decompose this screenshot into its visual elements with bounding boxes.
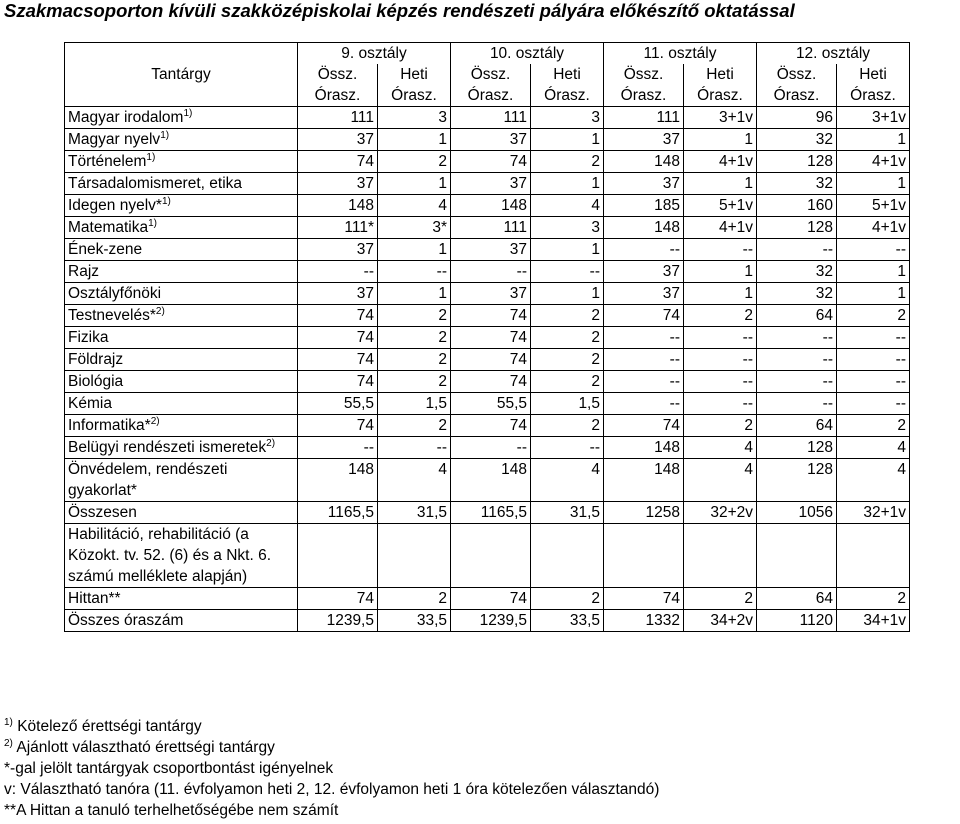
table-row	[65, 415, 910, 437]
table-row	[65, 173, 910, 195]
hours-cell: 37	[451, 239, 531, 261]
hours-cell: 128	[757, 217, 837, 239]
subject-label: Hittan**	[68, 590, 121, 607]
footnote-marker: 1)	[4, 716, 13, 728]
column-header-type: Össz.	[298, 64, 378, 85]
hours-cell: 128	[757, 437, 837, 459]
hours-cell	[684, 524, 757, 588]
subject-name	[65, 459, 298, 502]
hours-cell: 4+1v	[837, 217, 910, 239]
hours-cell: --	[837, 349, 910, 371]
footnote-marker: 2)	[4, 737, 13, 749]
hours-cell: 1	[531, 283, 604, 305]
hours-cell: 2	[378, 371, 451, 393]
hours-cell: 4	[837, 459, 910, 502]
table-row	[65, 502, 910, 524]
table-row	[65, 610, 910, 632]
hours-cell: 1	[378, 283, 451, 305]
hours-cell: 34+1v	[837, 610, 910, 632]
hours-cell: 74	[298, 349, 378, 371]
subject-label: Informatika*	[68, 417, 151, 434]
subject-name	[65, 371, 298, 393]
subject-name	[65, 502, 298, 524]
hours-cell: 1	[837, 261, 910, 283]
hours-cell: 1	[378, 173, 451, 195]
footnote-marker: 1)	[160, 129, 170, 141]
hours-cell: 74	[604, 415, 684, 437]
subject-label: Idegen nyelv*	[68, 197, 162, 214]
subject-label: Magyar irodalom	[68, 109, 184, 126]
hours-cell: 37	[604, 173, 684, 195]
footnote-marker: 1)	[146, 151, 156, 163]
hours-cell: 37	[298, 283, 378, 305]
hours-cell: 4	[378, 459, 451, 502]
hours-cell: 2	[531, 151, 604, 173]
hours-cell: 1	[531, 239, 604, 261]
subject-name	[65, 524, 298, 588]
footnote-marker: 2)	[155, 305, 165, 317]
hours-cell: 185	[604, 195, 684, 217]
hours-cell	[757, 524, 837, 588]
hours-cell: 1239,5	[298, 610, 378, 632]
hours-cell: 1,5	[531, 393, 604, 415]
hours-cell: 4	[684, 437, 757, 459]
column-header-type: Heti	[378, 64, 451, 85]
hours-cell: 32	[757, 261, 837, 283]
hours-cell: 37	[604, 261, 684, 283]
subject-name	[65, 588, 298, 610]
column-header-type: Heti	[684, 64, 757, 85]
hours-cell: 4	[531, 459, 604, 502]
subject-name	[65, 239, 298, 261]
hours-cell: 111*	[298, 217, 378, 239]
hours-cell: --	[684, 349, 757, 371]
hours-cell: 1	[837, 173, 910, 195]
hours-cell: --	[837, 393, 910, 415]
hours-cell: 148	[451, 459, 531, 502]
subject-label: Összesen	[68, 504, 137, 521]
hours-cell: 2	[378, 151, 451, 173]
hours-cell: 33,5	[531, 610, 604, 632]
hours-cell: 32	[757, 173, 837, 195]
hours-cell: 5+1v	[684, 195, 757, 217]
subject-label: Földrajz	[68, 351, 124, 368]
hours-cell: 55,5	[451, 393, 531, 415]
hours-cell: 74	[451, 151, 531, 173]
hours-cell: 2	[684, 588, 757, 610]
hours-cell	[837, 524, 910, 588]
hours-cell: 74	[451, 588, 531, 610]
page-title: Szakmacsoporton kívüli szakközépiskolai képzés rendészeti pályára előkészítő oktatással	[4, 0, 795, 21]
hours-cell: 32	[757, 283, 837, 305]
footnote-marker: 2)	[150, 415, 160, 427]
hours-cell: 32	[757, 129, 837, 151]
hours-cell: --	[837, 327, 910, 349]
hours-cell: 2	[531, 415, 604, 437]
footnote-text: *-gal jelölt tantárgyak csoportbontást igényelnek	[4, 760, 334, 777]
table-row	[65, 107, 910, 129]
table-row	[65, 437, 910, 459]
hours-cell: 33,5	[378, 610, 451, 632]
footnotes	[4, 716, 659, 821]
subject-name	[65, 327, 298, 349]
subject-header: Tantárgy	[65, 43, 298, 107]
hours-cell: --	[451, 261, 531, 283]
table-row	[65, 588, 910, 610]
curriculum-table	[64, 42, 910, 632]
hours-cell: --	[604, 393, 684, 415]
hours-cell: --	[684, 371, 757, 393]
footnote-text: Kötelező érettségi tantárgy	[12, 718, 202, 735]
hours-cell: 55,5	[298, 393, 378, 415]
column-header-type: Heti	[531, 64, 604, 85]
hours-cell: 2	[378, 327, 451, 349]
hours-cell: 4+1v	[837, 151, 910, 173]
column-header-type: Össz.	[604, 64, 684, 85]
hours-cell: 37	[298, 173, 378, 195]
hours-cell: --	[757, 349, 837, 371]
hours-cell: 37	[604, 129, 684, 151]
hours-cell: 4	[378, 195, 451, 217]
hours-cell: 1258	[604, 502, 684, 524]
table-row	[65, 524, 910, 588]
hours-cell: 74	[451, 349, 531, 371]
hours-cell: 3+1v	[684, 107, 757, 129]
table-row	[65, 129, 910, 151]
hours-cell: 74	[451, 327, 531, 349]
hours-cell: 3*	[378, 217, 451, 239]
subject-name	[65, 151, 298, 173]
subject-name	[65, 283, 298, 305]
table-row	[65, 327, 910, 349]
hours-cell: 2	[531, 305, 604, 327]
hours-cell: 37	[604, 283, 684, 305]
hours-cell: 2	[378, 349, 451, 371]
hours-cell: 160	[757, 195, 837, 217]
hours-cell: 148	[604, 217, 684, 239]
subject-label: Ének-zene	[68, 241, 143, 258]
column-header-unit: Órasz.	[451, 85, 531, 107]
subject-label: Történelem	[68, 153, 147, 170]
hours-cell: 148	[298, 195, 378, 217]
subject-label: Összes óraszám	[68, 612, 184, 629]
hours-cell: 2	[531, 588, 604, 610]
hours-cell: 1165,5	[451, 502, 531, 524]
hours-cell: --	[604, 371, 684, 393]
hours-cell: 4	[684, 459, 757, 502]
hours-cell: 96	[757, 107, 837, 129]
hours-cell: 31,5	[531, 502, 604, 524]
column-header-type: Heti	[837, 64, 910, 85]
column-header-type: Össz.	[757, 64, 837, 85]
hours-cell: 2	[378, 305, 451, 327]
subject-label: Önvédelem, rendészeti gyakorlat*	[68, 461, 228, 499]
footnote-line	[4, 737, 659, 758]
hours-cell: 1	[378, 239, 451, 261]
column-header-unit: Órasz.	[757, 85, 837, 107]
footnote-text: **A Hittan a tanuló terhelhetőségébe nem számít	[4, 802, 339, 819]
hours-cell	[604, 524, 684, 588]
subject-name	[65, 305, 298, 327]
hours-cell: 2	[378, 415, 451, 437]
table-row	[65, 371, 910, 393]
table-row	[65, 283, 910, 305]
subject-label: Magyar nyelv	[68, 131, 161, 148]
hours-cell: --	[604, 349, 684, 371]
table-row	[65, 305, 910, 327]
hours-cell: 4	[531, 195, 604, 217]
hours-cell: 64	[757, 305, 837, 327]
hours-cell: 3	[531, 217, 604, 239]
hours-cell: 1056	[757, 502, 837, 524]
hours-cell	[298, 524, 378, 588]
hours-cell: 1239,5	[451, 610, 531, 632]
subject-label: Testnevelés*	[68, 307, 156, 324]
hours-cell: 148	[604, 459, 684, 502]
subject-label: Biológia	[68, 373, 124, 390]
hours-cell: 128	[757, 459, 837, 502]
hours-cell: 3+1v	[837, 107, 910, 129]
hours-cell: --	[684, 327, 757, 349]
hours-cell: 74	[298, 327, 378, 349]
hours-cell: --	[531, 261, 604, 283]
hours-cell: 1	[684, 173, 757, 195]
footnote-line	[4, 758, 659, 779]
table-row	[65, 217, 910, 239]
hours-cell: 74	[604, 588, 684, 610]
subject-label: Kémia	[68, 395, 112, 412]
footnote-marker: 2)	[266, 437, 276, 449]
hours-cell	[378, 524, 451, 588]
hours-cell: 37	[451, 173, 531, 195]
hours-cell: 37	[451, 129, 531, 151]
hours-cell	[531, 524, 604, 588]
table-row	[65, 261, 910, 283]
grade-header: 11. osztály	[604, 43, 757, 65]
footnote-line	[4, 716, 659, 737]
subject-label: Matematika	[68, 219, 149, 236]
hours-cell: 37	[298, 239, 378, 261]
hours-cell: 1,5	[378, 393, 451, 415]
subject-name	[65, 173, 298, 195]
column-header-type: Össz.	[451, 64, 531, 85]
hours-cell: 4	[837, 437, 910, 459]
hours-cell: 1	[837, 129, 910, 151]
hours-cell: 34+2v	[684, 610, 757, 632]
hours-cell: 1	[531, 173, 604, 195]
hours-cell: 1	[837, 283, 910, 305]
footnote-text: v: Választható tanóra (11. évfolyamon heti 2, 12. évfolyamon heti 1 óra kötelezően választandó)	[4, 781, 660, 798]
hours-cell: 2	[531, 327, 604, 349]
hours-cell: 74	[298, 588, 378, 610]
subject-label: Belügyi rendészeti ismeretek	[68, 439, 267, 456]
column-header-unit: Órasz.	[531, 85, 604, 107]
hours-cell: 2	[837, 588, 910, 610]
subject-name	[65, 129, 298, 151]
hours-cell: --	[757, 327, 837, 349]
column-header-unit: Órasz.	[837, 85, 910, 107]
hours-cell: --	[531, 437, 604, 459]
subject-name	[65, 415, 298, 437]
hours-cell: 2	[684, 305, 757, 327]
hours-cell: 3	[378, 107, 451, 129]
footnote-line	[4, 779, 659, 800]
table-row	[65, 393, 910, 415]
hours-cell: --	[837, 239, 910, 261]
hours-cell: 74	[451, 371, 531, 393]
hours-cell: 37	[451, 283, 531, 305]
hours-cell: 2	[837, 415, 910, 437]
hours-cell: 128	[757, 151, 837, 173]
hours-cell: 64	[757, 588, 837, 610]
hours-cell: --	[684, 239, 757, 261]
hours-cell: 37	[298, 129, 378, 151]
hours-cell: 1	[531, 129, 604, 151]
hours-cell: 64	[757, 415, 837, 437]
hours-cell	[451, 524, 531, 588]
hours-cell: 5+1v	[837, 195, 910, 217]
hours-cell: --	[757, 393, 837, 415]
hours-cell: 74	[298, 415, 378, 437]
hours-cell: --	[451, 437, 531, 459]
hours-cell: --	[837, 371, 910, 393]
hours-cell: 2	[531, 349, 604, 371]
subject-name	[65, 195, 298, 217]
hours-cell: 1165,5	[298, 502, 378, 524]
hours-cell: 1	[684, 129, 757, 151]
hours-cell: --	[378, 437, 451, 459]
hours-cell: --	[684, 393, 757, 415]
subject-label: Fizika	[68, 329, 109, 346]
hours-cell: --	[604, 239, 684, 261]
grade-header: 12. osztály	[757, 43, 910, 65]
hours-cell: --	[757, 239, 837, 261]
column-header-unit: Órasz.	[378, 85, 451, 107]
subject-label: Rajz	[68, 263, 100, 280]
hours-cell: 2	[378, 588, 451, 610]
hours-cell: 74	[298, 305, 378, 327]
hours-cell: 1	[684, 283, 757, 305]
hours-cell: 74	[604, 305, 684, 327]
column-header-unit: Órasz.	[604, 85, 684, 107]
footnote-marker: 1)	[148, 217, 158, 229]
hours-cell: 111	[451, 217, 531, 239]
hours-cell: 4+1v	[684, 151, 757, 173]
hours-cell: 74	[451, 305, 531, 327]
hours-cell: 1332	[604, 610, 684, 632]
footnote-line	[4, 800, 659, 821]
hours-cell: 74	[298, 151, 378, 173]
hours-cell: 111	[604, 107, 684, 129]
subject-name	[65, 261, 298, 283]
subject-name	[65, 393, 298, 415]
grade-header: 10. osztály	[451, 43, 604, 65]
column-header-unit: Órasz.	[298, 85, 378, 107]
hours-cell: 111	[451, 107, 531, 129]
hours-cell: 148	[604, 437, 684, 459]
footnote-marker: 1)	[161, 195, 171, 207]
table-row	[65, 195, 910, 217]
subject-name	[65, 107, 298, 129]
subject-label: Társadalomismeret, etika	[68, 175, 243, 192]
hours-cell: 148	[298, 459, 378, 502]
hours-cell: --	[298, 261, 378, 283]
table-row	[65, 239, 910, 261]
hours-cell: 2	[531, 371, 604, 393]
column-header-unit: Órasz.	[684, 85, 757, 107]
hours-cell: --	[757, 371, 837, 393]
subject-label: Osztályfőnöki	[68, 285, 162, 302]
hours-cell: --	[298, 437, 378, 459]
hours-cell: 74	[298, 371, 378, 393]
hours-cell: 148	[451, 195, 531, 217]
hours-cell: 111	[298, 107, 378, 129]
table-row	[65, 349, 910, 371]
hours-cell: 2	[837, 305, 910, 327]
hours-cell: --	[378, 261, 451, 283]
grade-header: 9. osztály	[298, 43, 451, 65]
hours-cell: --	[604, 327, 684, 349]
hours-cell: 74	[451, 415, 531, 437]
subject-name	[65, 349, 298, 371]
footnote-marker: 1)	[183, 107, 193, 119]
subject-label: Habilitáció, rehabilitáció (a Közokt. tv. 52. (6) és a Nkt. 6. számú melléklete alapján)	[68, 526, 272, 585]
hours-cell: 31,5	[378, 502, 451, 524]
hours-cell: 1120	[757, 610, 837, 632]
hours-cell: 2	[684, 415, 757, 437]
footnote-text: Ajánlott választható érettségi tantárgy	[12, 739, 275, 756]
table-row	[65, 151, 910, 173]
subject-name	[65, 437, 298, 459]
hours-cell: 3	[531, 107, 604, 129]
subject-name	[65, 610, 298, 632]
subject-name	[65, 217, 298, 239]
hours-cell: 1	[684, 261, 757, 283]
table-row	[65, 459, 910, 502]
hours-cell: 32+1v	[837, 502, 910, 524]
hours-cell: 148	[604, 151, 684, 173]
hours-cell: 32+2v	[684, 502, 757, 524]
hours-cell: 4+1v	[684, 217, 757, 239]
hours-cell: 1	[378, 129, 451, 151]
